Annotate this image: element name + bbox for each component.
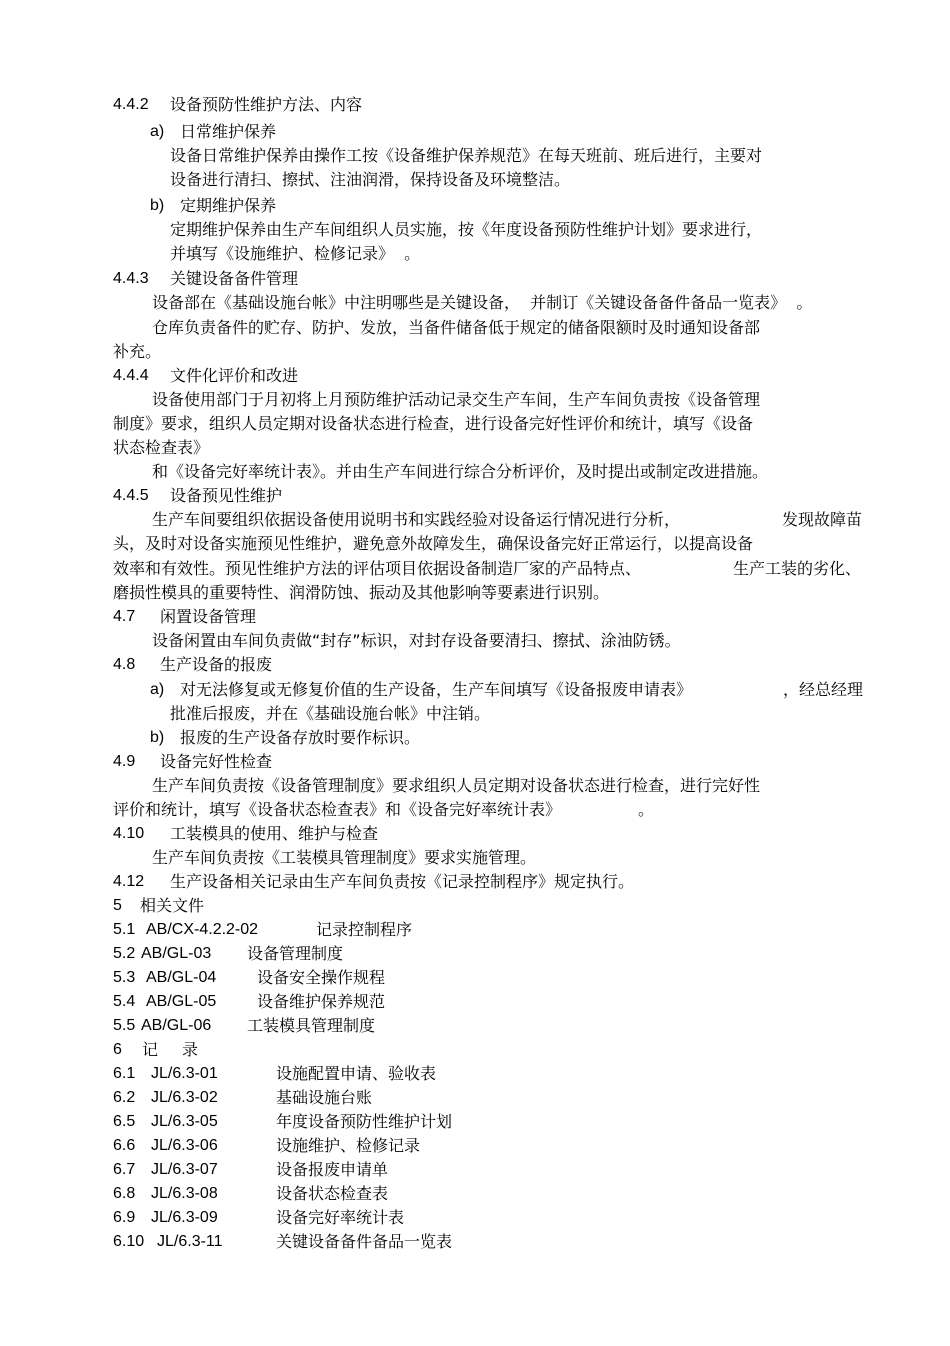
record-name: 关键设备备件备品一览表 [276, 1232, 453, 1251]
record-code: JL/6.3-01 [151, 1065, 218, 1082]
record-code: JL/6.3-08 [151, 1185, 218, 1202]
section-number: 5 [113, 897, 122, 914]
doc-ref-number: 5.3 [113, 969, 136, 986]
doc-ref-code: AB/GL-06 [141, 1017, 212, 1034]
section-title: 文件化评价和改进 [170, 366, 299, 385]
record-number: 6.1 [113, 1065, 136, 1082]
paragraph-line: 状态检查表》 [113, 438, 210, 457]
paragraph-line: 报废的生产设备存放时要作标识。 [180, 728, 421, 747]
record-number: 6.7 [113, 1161, 136, 1178]
record-number: 6.8 [113, 1185, 136, 1202]
section-title: 设备完好性检查 [160, 752, 273, 771]
paragraph-line: 评价和统计，填写《设备状态检查表》和《设备完好率统计表》 [113, 800, 562, 819]
section-number: 4.9 [113, 753, 136, 770]
doc-ref-code: AB/GL-05 [146, 993, 217, 1010]
record-name: 设施维护、检修记录 [276, 1136, 421, 1155]
section-title: 记 [142, 1040, 159, 1059]
paragraph-line: 设备部在《基础设施台帐》中注明哪些是关键设备， 并制订《关键设备备件备品一览表》 。 [152, 293, 813, 312]
section-title: 生产设备的报废 [160, 655, 273, 674]
paragraph-line: 生产车间负责按《设备管理制度》要求组织人员定期对设备状态进行检查，进行完好性 [152, 776, 761, 795]
paragraph-line: 磨损性模具的重要特性、润滑防蚀、振动及其他影响等要素进行识别。 [113, 583, 610, 602]
paragraph-line: 发现故障苗 [782, 510, 863, 529]
section-number: 4.4.4 [113, 367, 149, 384]
record-name: 基础设施台账 [276, 1088, 373, 1107]
doc-ref-code: AB/CX-4.2.2-02 [146, 921, 259, 938]
item-label: b) [150, 729, 165, 746]
paragraph-line: 。 [638, 800, 655, 819]
paragraph-line: 仓库负责备件的贮存、防护、发放，当备件储备低于规定的储备限额时及时通知设备部 [152, 318, 761, 337]
section-title: 录 [182, 1040, 199, 1059]
paragraph-line: 头，及时对设备实施预见性维护，避免意外故障发生，确保设备完好正常运行，以提高设备 [113, 534, 754, 553]
item-label: a) [150, 123, 165, 140]
doc-ref-name: 工装模具管理制度 [247, 1016, 376, 1035]
record-code: JL/6.3-02 [151, 1089, 218, 1106]
doc-ref-name: 记录控制程序 [316, 920, 413, 939]
section-number: 4.4.3 [113, 270, 149, 287]
section-title: 闲置设备管理 [160, 607, 257, 626]
record-number: 6.6 [113, 1137, 136, 1154]
record-name: 年度设备预防性维护计划 [276, 1112, 453, 1131]
section-number: 4.12 [113, 873, 145, 890]
paragraph-line: 设备使用部门于月初将上月预防维护活动记录交生产车间，生产车间负责按《设备管理 [152, 390, 761, 409]
item-label: a) [150, 681, 165, 698]
section-number: 4.10 [113, 825, 145, 842]
doc-ref-code: AB/GL-03 [141, 945, 212, 962]
section-number: 4.7 [113, 608, 136, 625]
record-name: 设备报废申请单 [276, 1160, 389, 1179]
section-title: 相关文件 [140, 896, 205, 915]
paragraph-line: 和《设备完好率统计表》。并由生产车间进行综合分析评价，及时提出或制定改进措施。 [152, 462, 769, 481]
paragraph-line: ，经总经理 [783, 680, 864, 699]
record-name: 设施配置申请、验收表 [276, 1064, 437, 1083]
record-number: 6.10 [113, 1233, 145, 1250]
item-label: b) [150, 197, 165, 214]
section-title: 关键设备备件管理 [170, 269, 299, 288]
section-number: 4.4.2 [113, 96, 149, 113]
doc-ref-number: 5.4 [113, 993, 136, 1010]
paragraph-line: 批准后报废，并在《基础设施台帐》中注销。 [170, 704, 491, 723]
section-number: 4.8 [113, 656, 136, 673]
paragraph-line: 设备进行清扫、擦拭、注油润滑，保持设备及环境整洁。 [170, 170, 571, 189]
section-title: 设备预防性维护方法、内容 [170, 95, 363, 114]
record-name: 设备完好率统计表 [276, 1208, 405, 1227]
record-code: JL/6.3-09 [151, 1209, 218, 1226]
record-number: 6.2 [113, 1089, 136, 1106]
record-number: 6.5 [113, 1113, 136, 1130]
paragraph-line: 定期维护保养由生产车间组织人员实施，按《年度设备预防性维护计划》要求进行， [170, 220, 763, 239]
paragraph-line: 设备闲置由车间负责做“封存”标识，对封存设备要清扫、擦拭、涂油防锈。 [152, 631, 681, 650]
item-title: 定期维护保养 [180, 196, 277, 215]
record-number: 6.9 [113, 1209, 136, 1226]
section-number: 6 [113, 1041, 122, 1058]
section-title: 设备预见性维护 [170, 486, 283, 505]
record-name: 设备状态检查表 [276, 1184, 389, 1203]
record-code: JL/6.3-05 [151, 1113, 218, 1130]
paragraph-line: 并填写《设施维护、检修记录》 。 [170, 244, 421, 263]
paragraph-line: 补充。 [113, 342, 162, 361]
doc-ref-name: 设备安全操作规程 [257, 968, 386, 987]
doc-ref-number: 5.1 [113, 921, 136, 938]
item-title: 日常维护保养 [180, 122, 277, 141]
paragraph-line: 生产车间负责按《工装模具管理制度》要求实施管理。 [152, 848, 537, 867]
paragraph-line: 生产设备相关记录由生产车间负责按《记录控制程序》规定执行。 [170, 872, 635, 891]
section-title: 工装模具的使用、维护与检查 [170, 824, 379, 843]
doc-ref-name: 设备维护保养规范 [257, 992, 386, 1011]
record-code: JL/6.3-06 [151, 1137, 218, 1154]
doc-ref-name: 设备管理制度 [247, 944, 344, 963]
doc-ref-code: AB/GL-04 [146, 969, 217, 986]
record-code: JL/6.3-07 [151, 1161, 218, 1178]
section-number: 4.4.5 [113, 487, 149, 504]
doc-ref-number: 5.2 [113, 945, 136, 962]
paragraph-line: 对无法修复或无修复价值的生产设备，生产车间填写《设备报废申请表》 [180, 680, 693, 699]
paragraph-line: 效率和有效性。预见性维护方法的评估项目依据设备制造厂家的产品特点、 [113, 559, 642, 578]
paragraph-line: 生产车间要组织依据设备使用说明书和实践经验对设备运行情况进行分析， [152, 510, 681, 529]
paragraph-line: 制度》要求，组织人员定期对设备状态进行检查，进行设备完好性评价和统计，填写《设备 [113, 414, 754, 433]
paragraph-line: 设备日常维护保养由操作工按《设备维护保养规范》在每天班前、班后进行，主要对 [170, 146, 763, 165]
record-code: JL/6.3-11 [157, 1233, 223, 1250]
doc-ref-number: 5.5 [113, 1017, 136, 1034]
paragraph-line: 生产工装的劣化、 [733, 559, 862, 578]
